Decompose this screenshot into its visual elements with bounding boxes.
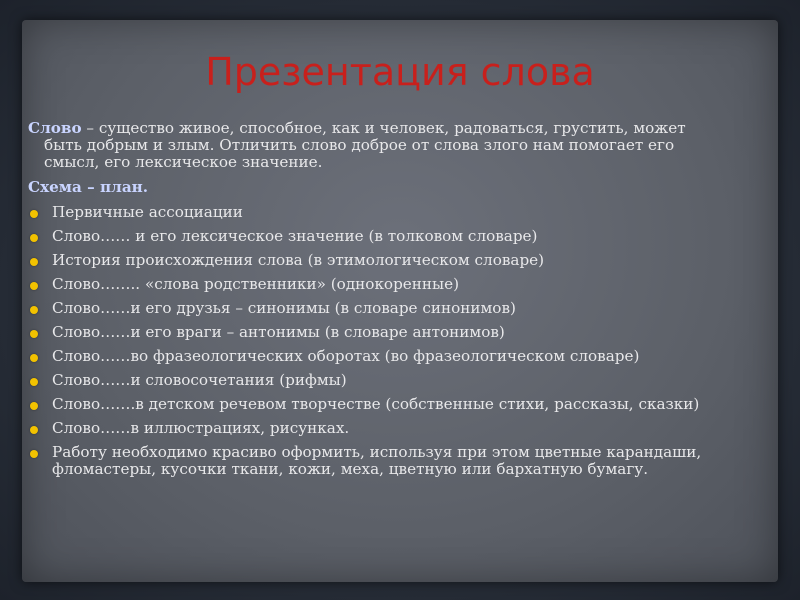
list-item-label: Слово……и его враги – антонимы (в словаре антонимов) — [52, 323, 505, 341]
bullet-icon — [30, 354, 38, 362]
list-item — [28, 228, 728, 245]
list-item-label: Слово…….в детском речевом творчестве (собственные стихи, рассказы, сказки) — [52, 395, 700, 413]
slide-title: Презентация слова — [205, 50, 595, 94]
schema-label: Схема – план. — [28, 178, 149, 196]
list-item — [28, 348, 728, 365]
list-item — [28, 324, 728, 341]
list-item-label: История происхождения слова (в этимологическом словаре) — [52, 251, 545, 269]
list-item — [28, 396, 728, 413]
intro-head: Слово — [28, 119, 82, 137]
bullet-icon — [30, 258, 38, 266]
bullet-icon — [30, 234, 38, 242]
schema-paragraph — [28, 179, 728, 196]
list-item-label: Слово……в иллюстрациях, рисунках. — [52, 419, 350, 437]
list-item — [28, 204, 728, 221]
bullet-icon — [30, 282, 38, 290]
intro-paragraph — [28, 120, 728, 171]
bullet-icon — [30, 426, 38, 434]
bullet-icon — [30, 210, 38, 218]
list-item — [28, 300, 728, 317]
list-item — [28, 276, 728, 293]
list-item-label: Слово……во фразеологических оборотах (во фразеологическом словаре) — [52, 347, 640, 365]
bullet-icon — [30, 450, 38, 458]
list-item-label: Слово……и словосочетания (рифмы) — [52, 371, 347, 389]
list-item — [28, 444, 728, 478]
slide-content — [28, 120, 728, 485]
list-item — [28, 252, 728, 269]
list-item-label: Работу необходимо красиво оформить, используя при этом цветные карандаши, фломастеры, кусочки ткани, кожи, меха, цветную или бархатную бумагу. — [52, 443, 702, 478]
list-item — [28, 420, 728, 437]
bullet-icon — [30, 306, 38, 314]
bullet-icon — [30, 378, 38, 386]
list-item-label: Слово…… и его лексическое значение (в толковом словаре) — [52, 227, 538, 245]
intro-text: – существо живое, способное, как и человек, радоваться, грустить, может быть добрым и злым. Отличить слово доброе от слова злого нам помогает его смысл, его лексическое значение. — [44, 119, 686, 171]
list-item-label: Первичные ассоциации — [52, 203, 243, 221]
list-item — [28, 372, 728, 389]
list-item-label: Слово……и его друзья – синонимы (в словаре синонимов) — [52, 299, 516, 317]
bullet-icon — [30, 330, 38, 338]
plan-list — [28, 204, 728, 478]
list-item-label: Слово…….. «слова родственники» (однокоренные) — [52, 275, 460, 293]
bullet-icon — [30, 402, 38, 410]
